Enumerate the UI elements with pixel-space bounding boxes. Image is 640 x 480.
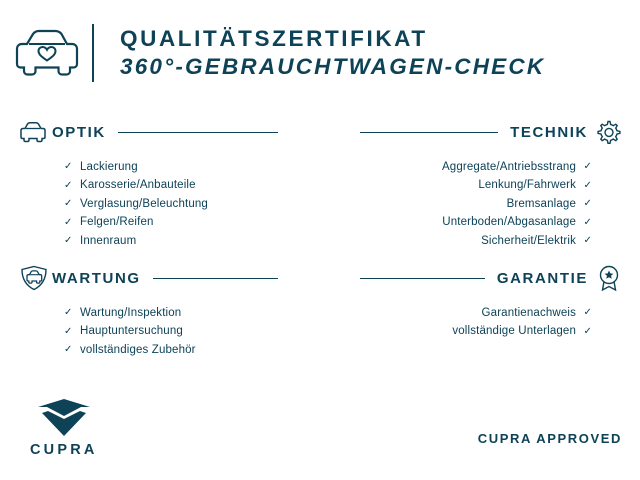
section-header-optik xyxy=(18,117,290,147)
document-header xyxy=(0,14,640,92)
header-divider xyxy=(92,24,94,82)
list-item xyxy=(442,232,592,249)
list-item-label: Aggregate/Antriebsstrang xyxy=(441,160,576,173)
list-item xyxy=(442,177,592,194)
list-item xyxy=(442,195,592,212)
list-item xyxy=(64,341,196,358)
section-label-technik: TECHNIK xyxy=(510,123,588,141)
check-icon: ✓ xyxy=(583,235,592,246)
section-rule-optik xyxy=(118,132,278,133)
check-icon: ✓ xyxy=(583,216,592,228)
list-item-label: Innenraum xyxy=(80,234,137,247)
car-front-icon xyxy=(18,117,52,147)
check-icon: ✓ xyxy=(64,179,73,191)
list-item-label: vollständiges Zubehör xyxy=(80,343,196,356)
list-item xyxy=(64,158,208,175)
page-subtitle: 360°-GEBRAUCHTWAGEN-CHECK xyxy=(120,54,546,79)
list-item-label: Garantienachweis xyxy=(481,306,576,319)
list-item-label: Lackierung xyxy=(80,160,138,173)
checklist-wartung xyxy=(64,304,196,360)
checklist-garantie xyxy=(452,304,592,341)
list-item xyxy=(452,323,592,340)
section-label-garantie: GARANTIE xyxy=(496,269,588,287)
list-item-label: Verglasung/Beleuchtung xyxy=(80,197,208,210)
list-item-label: Bremsanlage xyxy=(506,197,576,210)
section-label-optik: OPTIK xyxy=(52,123,106,141)
page-title: QUALITÄTSZERTIFIKAT xyxy=(120,25,428,51)
section-header-garantie xyxy=(348,263,622,293)
check-icon: ✓ xyxy=(64,344,73,355)
list-item xyxy=(442,214,592,231)
check-icon: ✓ xyxy=(64,161,73,172)
checklist-technik xyxy=(442,158,592,251)
section-header-wartung xyxy=(18,263,290,293)
check-icon: ✓ xyxy=(583,161,592,172)
section-header-technik xyxy=(348,117,622,147)
list-item-label: Sicherheit/Elektrik xyxy=(481,234,576,247)
brand-name: CUPRA xyxy=(30,442,98,458)
award-icon xyxy=(588,263,622,293)
checklist-optik xyxy=(64,158,208,251)
list-item-label: Lenkung/Fahrwerk xyxy=(478,179,576,191)
check-icon: ✓ xyxy=(583,307,592,318)
list-item-label: Karosserie/Anbauteile xyxy=(80,179,196,191)
list-item xyxy=(64,323,196,340)
section-rule-wartung xyxy=(153,278,278,279)
list-item xyxy=(64,177,208,194)
list-item xyxy=(442,158,592,175)
list-item xyxy=(64,232,208,249)
car-heart-icon xyxy=(0,24,92,82)
list-item xyxy=(64,195,208,212)
check-icon: ✓ xyxy=(64,198,73,209)
check-icon: ✓ xyxy=(583,325,592,337)
gear-icon xyxy=(588,117,622,147)
list-item xyxy=(452,304,592,321)
list-item-label: Wartung/Inspektion xyxy=(80,306,182,319)
list-item-label: Felgen/Reifen xyxy=(80,216,154,228)
check-icon: ✓ xyxy=(64,307,73,318)
car-shield-icon xyxy=(18,263,52,293)
check-icon: ✓ xyxy=(64,325,73,337)
list-item-label: Hauptuntersuchung xyxy=(80,325,183,337)
list-item-label: Unterboden/Abgasanlage xyxy=(442,216,576,228)
cupra-logo-icon xyxy=(36,398,92,438)
check-icon: ✓ xyxy=(583,179,592,191)
check-icon: ✓ xyxy=(64,235,73,246)
list-item xyxy=(64,304,196,321)
header-title-block xyxy=(120,25,545,81)
check-icon: ✓ xyxy=(64,216,73,228)
section-rule-garantie xyxy=(360,278,485,279)
section-label-wartung: WARTUNG xyxy=(52,269,141,287)
section-rule-technik xyxy=(360,132,498,133)
brand-logo-block xyxy=(30,398,98,458)
list-item-label: vollständige Unterlagen xyxy=(452,325,576,337)
approved-label: CUPRA APPROVED xyxy=(477,431,622,446)
check-icon: ✓ xyxy=(583,198,592,209)
list-item xyxy=(64,214,208,231)
